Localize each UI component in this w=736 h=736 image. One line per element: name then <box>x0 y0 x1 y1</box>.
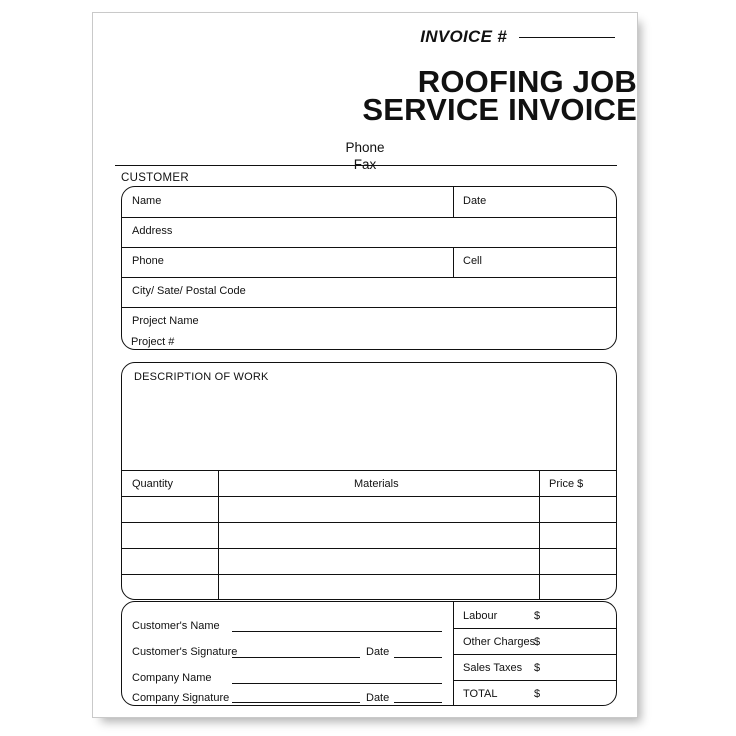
signature-label-customer-name: Customer's Name <box>132 620 220 632</box>
column-header-quantity: Quantity <box>132 478 173 490</box>
table-row[interactable] <box>124 523 216 547</box>
totals-row-divider-1 <box>453 628 616 629</box>
customer-col-divider-2 <box>453 247 454 277</box>
signature-input-company-signature[interactable] <box>232 702 360 703</box>
description-section-heading: DESCRIPTION OF WORK <box>134 371 269 383</box>
table-row[interactable] <box>220 549 537 573</box>
table-row[interactable] <box>541 497 611 521</box>
column-header-price: Price $ <box>549 478 584 490</box>
materials-col-divider-1 <box>218 470 219 600</box>
field-label-address: Address <box>132 225 173 237</box>
customer-row-divider-1 <box>122 217 616 218</box>
invoice-number-row <box>93 27 637 47</box>
total-input-other-charges[interactable] <box>544 631 610 651</box>
signature-date-label-company: Date <box>366 692 390 704</box>
field-label-project-name: Project Name <box>132 315 199 327</box>
table-row[interactable] <box>124 497 216 521</box>
customer-details-box <box>121 186 617 350</box>
total-currency-labour: $ <box>534 610 541 622</box>
footer-box <box>121 601 617 706</box>
field-input-city-state-postal[interactable] <box>262 279 610 305</box>
total-currency-sales-taxes: $ <box>534 662 541 674</box>
description-of-work-box <box>121 362 617 600</box>
field-input-project-number[interactable] <box>173 330 603 350</box>
invoice-number-field[interactable] <box>519 37 615 38</box>
invoice-body <box>93 13 637 717</box>
phone-label: Phone <box>345 140 385 155</box>
invoice-paper <box>92 12 638 718</box>
table-row[interactable] <box>541 549 611 573</box>
totals-row-divider-3 <box>453 680 616 681</box>
customer-row-divider-2 <box>122 247 616 248</box>
signature-date-label-customer: Date <box>366 646 390 658</box>
signature-input-customer-signature[interactable] <box>232 657 360 658</box>
table-row[interactable] <box>220 497 537 521</box>
signature-date-input-customer[interactable] <box>394 657 442 658</box>
table-row[interactable] <box>541 523 611 547</box>
table-row[interactable] <box>124 549 216 573</box>
fax-label: Fax <box>353 157 377 172</box>
field-input-name[interactable] <box>172 189 447 215</box>
field-label-phone: Phone <box>132 255 164 267</box>
page-title-line1: ROOFING JOB <box>417 64 637 99</box>
page-title-line2: SERVICE INVOICE <box>362 92 637 127</box>
materials-col-divider-2 <box>539 470 540 600</box>
field-input-cell[interactable] <box>500 249 612 275</box>
signature-input-customer-name[interactable] <box>232 631 442 632</box>
signature-label-company-name: Company Name <box>132 672 212 684</box>
customer-section-heading: CUSTOMER <box>121 172 189 184</box>
total-input-sales-taxes[interactable] <box>544 657 610 677</box>
customer-row-divider-4 <box>122 307 616 308</box>
description-notes-area[interactable] <box>128 389 610 469</box>
total-label-labour: Labour <box>463 610 498 622</box>
total-input-total[interactable] <box>544 683 610 703</box>
invoice-number-label: INVOICE # <box>420 27 507 46</box>
total-label-other-charges: Other Charges <box>463 636 536 648</box>
field-label-cell: Cell <box>463 255 482 267</box>
customer-row-divider-3 <box>122 277 616 278</box>
total-label-sales-taxes: Sales Taxes <box>463 662 523 674</box>
field-label-city-state-postal: City/ Sate/ Postal Code <box>132 285 246 297</box>
total-input-labour[interactable] <box>544 605 610 625</box>
signature-label-company-signature: Company Signature <box>132 692 230 704</box>
totals-row-divider-2 <box>453 654 616 655</box>
signature-label-customer-signature: Customer's Signature <box>132 646 238 658</box>
field-label-name: Name <box>132 195 162 207</box>
table-row[interactable] <box>220 575 537 599</box>
table-row[interactable] <box>124 575 216 599</box>
total-label-total: TOTAL <box>463 688 498 700</box>
field-label-date: Date <box>463 195 487 207</box>
signature-date-input-company[interactable] <box>394 702 442 703</box>
signature-input-company-name[interactable] <box>232 683 442 684</box>
field-label-project-number: Project # <box>131 336 175 348</box>
header-divider <box>115 165 617 166</box>
table-row[interactable] <box>541 575 611 599</box>
customer-col-divider-1 <box>453 187 454 217</box>
field-input-date[interactable] <box>502 189 612 215</box>
column-header-materials: Materials <box>354 478 399 490</box>
field-input-address[interactable] <box>184 219 609 245</box>
total-currency-total: $ <box>534 688 541 700</box>
total-currency-other-charges: $ <box>534 636 541 648</box>
table-row[interactable] <box>220 523 537 547</box>
field-input-phone[interactable] <box>174 249 447 275</box>
